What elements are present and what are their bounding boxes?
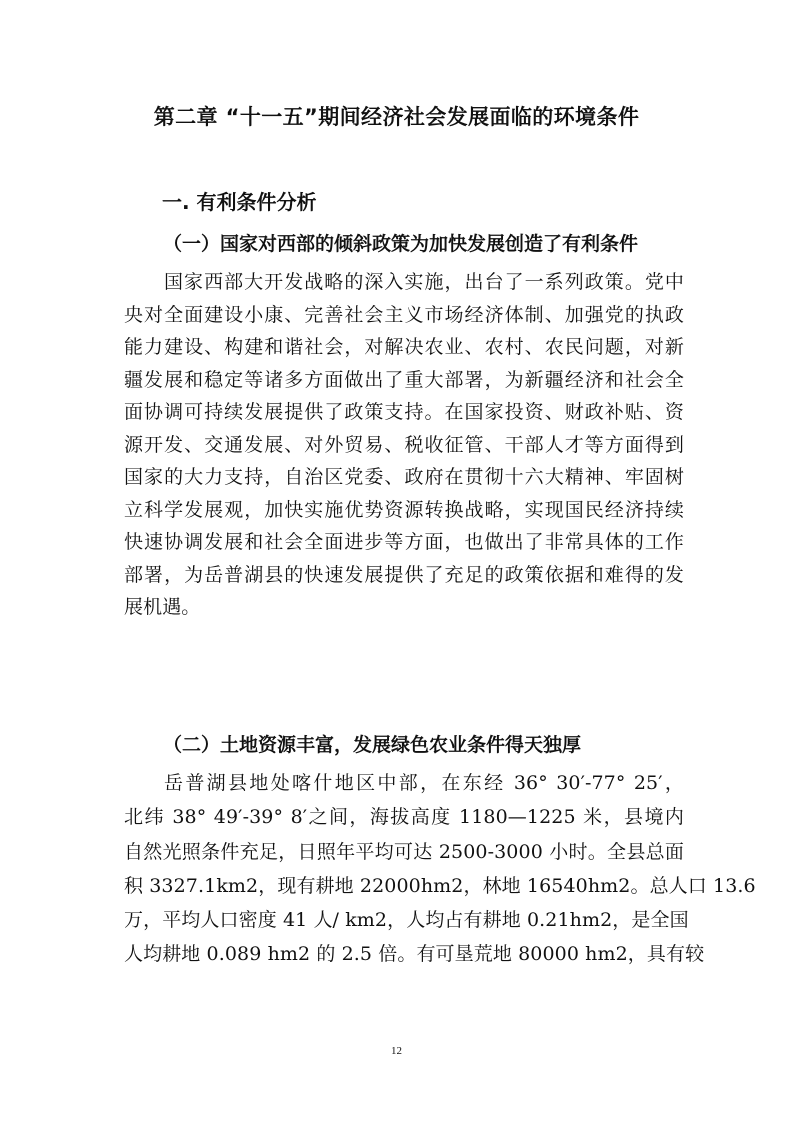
paragraph-line: 立科学发展观，加快实施优势资源转换战略，实现国民经济持续 bbox=[124, 498, 684, 521]
paragraph-line: 疆发展和稳定等诸多方面做出了重大部署，为新疆经济和社会全 bbox=[124, 368, 684, 391]
paragraph-line: 国家的大力支持，自治区党委、政府在贯彻十六大精神、牢固树 bbox=[124, 466, 684, 488]
paragraph-line: 国家西部大开发战略的深入实施，出台了一系列政策。党中 bbox=[164, 271, 684, 293]
paragraph-line: 面协调可持续发展提供了政策支持。在国家投资、财政补贴、资 bbox=[124, 401, 684, 423]
paragraph-line: 央对全面建设小康、完善社会主义市场经济体制、加强党的执政 bbox=[124, 303, 684, 326]
paragraph-line: 万，平均人口密度 41 人/ km2，人均占有耕地 0.21hm2，是全国 bbox=[124, 909, 689, 932]
section-heading: 一. 有利条件分析 bbox=[162, 190, 317, 214]
paragraph-line: 展机遇。 bbox=[124, 596, 201, 618]
paragraph-line: 部署，为岳普湖县的快速发展提供了充足的政策依据和难得的发 bbox=[124, 563, 684, 586]
subsection-heading-land-resources: （二）土地资源丰富，发展绿色农业条件得天独厚 bbox=[163, 734, 582, 756]
paragraph-line: 北纬 38° 49′-39° 8′之间，海拔高度 1180—1225 米，县境内 bbox=[124, 806, 684, 829]
paragraph-line: 积 3327.1km2，现有耕地 22000hm2，林地 16540hm2。总人口 13.6 bbox=[124, 874, 756, 897]
paragraph-line: 自然光照条件充足，日照年平均可达 2500-3000 小时。全县总面 bbox=[124, 840, 684, 863]
land-resources-paragraph bbox=[124, 766, 756, 972]
paragraph-line: 人均耕地 0.089 hm2 的 2.5 倍。有可垦荒地 80000 hm2，具有较 bbox=[124, 943, 705, 966]
page-number: 12 bbox=[391, 1045, 402, 1057]
paragraph-line: 岳普湖县地处喀什地区中部，在东经 36° 30′-77° 25′， bbox=[164, 772, 684, 794]
chapter-title: 第二章 “十一五”期间经济社会发展面临的环境条件 bbox=[153, 105, 640, 129]
paragraph-line: 源开发、交通发展、对外贸易、税收征管、干部人才等方面得到 bbox=[124, 433, 684, 456]
policy-paragraph bbox=[124, 266, 684, 624]
paragraph-line: 快速协调发展和社会全面进步等方面，也做出了非常具体的工作 bbox=[124, 531, 684, 553]
subsection-heading-policy: （一）国家对西部的倾斜政策为加快发展创造了有利条件 bbox=[163, 233, 639, 255]
paragraph-line: 能力建设、构建和谐社会，对解决农业、农村、农民问题，对新 bbox=[124, 336, 684, 358]
